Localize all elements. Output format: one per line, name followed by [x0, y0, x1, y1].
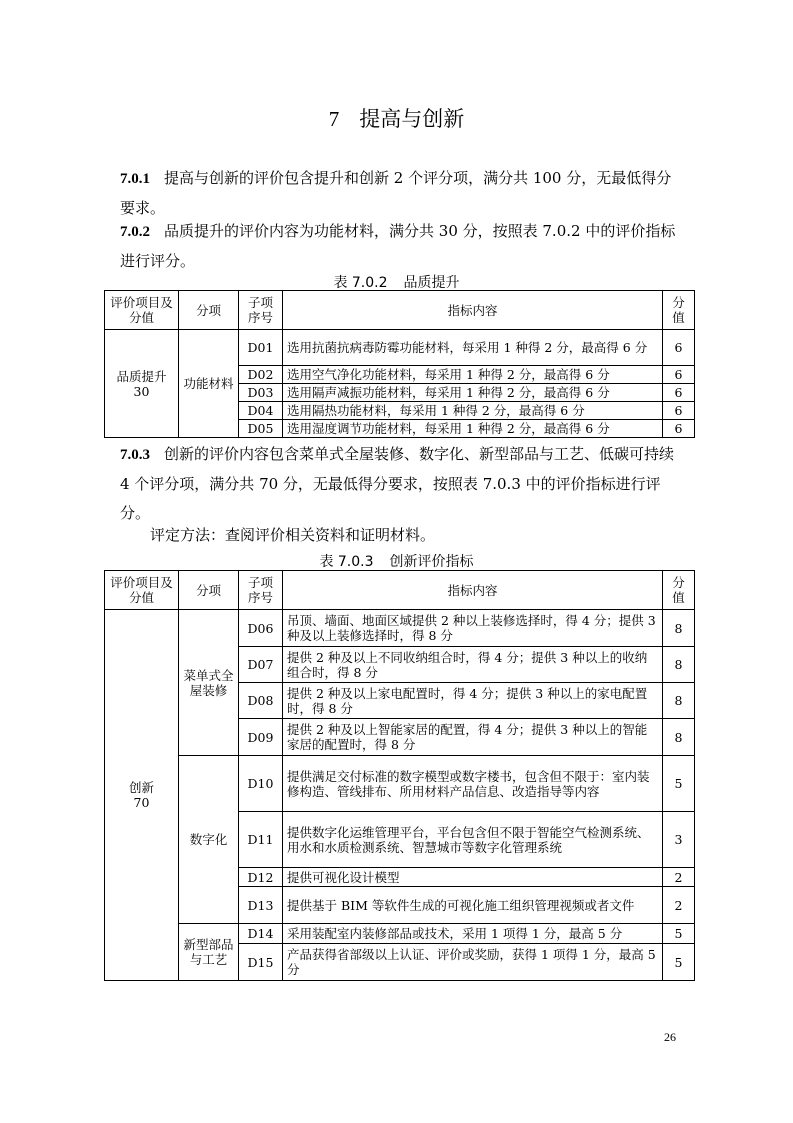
- clause-text: 品质提升的评价内容为功能材料，满分共 30 分，按照表 7.0.2 中的评价指标进行评分。: [120, 222, 676, 270]
- header-item: 评价项目及分值: [105, 571, 179, 610]
- clause-text: 创新的评价内容包含菜单式全屋装修、数字化、新型部品与工艺、低碳可持续 4 个评分项，满分共 70 分，无最低得分要求，按照表 7.0.3 中的评价指标进行评分。: [120, 445, 675, 522]
- row-score: 6: [663, 384, 695, 402]
- row-content: 提供 2 种及以上智能家居的配置，得 4 分；提供 3 种以上的智能家居的配置时，得 8 分: [283, 719, 663, 756]
- row-content: 吊顶、墙面、地面区域提供 2 种以上装修选择时，得 4 分；提供 3 种及以上装修选择时，得 8 分: [283, 610, 663, 647]
- row-code: D08: [239, 683, 283, 719]
- row-content: 提供可视化设计模型: [283, 868, 663, 887]
- table-header-row: [105, 571, 695, 610]
- table-row: [105, 756, 695, 812]
- table-header-row: [105, 291, 695, 330]
- group-score: 30: [133, 383, 150, 399]
- caption-number: 表 7.0.2: [333, 275, 388, 291]
- row-content: 提供 2 种及以上家电配置时，得 4 分；提供 3 种以上的家电配置时，得 8 分: [283, 683, 663, 719]
- chapter-title-text: 提高与创新: [359, 107, 465, 131]
- row-score: 3: [663, 812, 695, 868]
- row-content: 选用湿度调节功能材料，每采用 1 种得 2 分，最高得 6 分: [283, 420, 663, 438]
- header-score: 分值: [663, 291, 695, 330]
- table-7-0-3-caption: [0, 551, 793, 571]
- group-cell: [105, 330, 179, 438]
- clause-7-0-1: [120, 164, 685, 223]
- row-score: 8: [663, 610, 695, 647]
- caption-title: 创新评价指标: [389, 554, 474, 570]
- row-score: 5: [663, 944, 695, 981]
- row-score: 6: [663, 366, 695, 384]
- clause-text: 提高与创新的评价包含提升和创新 2 个评分项，满分共 100 分，无最低得分要求。: [120, 169, 672, 217]
- row-code: D05: [239, 420, 283, 438]
- clause-7-0-3: [120, 440, 685, 528]
- header-subitem: 分项: [179, 291, 239, 330]
- row-code: D10: [239, 756, 283, 812]
- subgroup-cell: 数字化: [179, 756, 239, 924]
- row-code: D09: [239, 719, 283, 756]
- row-content: 选用空气净化功能材料，每采用 1 种得 2 分，最高得 6 分: [283, 366, 663, 384]
- row-score: 5: [663, 924, 695, 944]
- caption-title: 品质提升: [403, 275, 460, 291]
- row-content: 提供基于 BIM 等软件生成的可视化施工组织管理视频或者文件: [283, 887, 663, 924]
- header-score: 分值: [663, 571, 695, 610]
- row-content: 提供数字化运维管理平台，平台包含但不限于智能空气检测系统、用水和水质检测系统、智慧城市等数字化管理系统: [283, 812, 663, 868]
- row-score: 2: [663, 868, 695, 887]
- table-7-0-3: [104, 570, 695, 981]
- row-score: 6: [663, 330, 695, 366]
- caption-number: 表 7.0.3: [319, 554, 374, 570]
- row-score: 8: [663, 683, 695, 719]
- row-content: 选用抗菌抗病毒防霉功能材料，每采用 1 种得 2 分，最高得 6 分: [283, 330, 663, 366]
- row-code: D15: [239, 944, 283, 981]
- group-cell: [105, 610, 179, 981]
- row-code: D04: [239, 402, 283, 420]
- row-code: D13: [239, 887, 283, 924]
- row-content: 提供满足交付标准的数字模型或数字楼书，包含但不限于：室内装修构造、管线排布、所用材料产品信息、改造指导等内容: [283, 756, 663, 812]
- row-code: D14: [239, 924, 283, 944]
- group-name: 创新: [128, 780, 154, 795]
- row-content: 产品获得省部级以上认证、评价或奖励，获得 1 项得 1 分，最高 5 分: [283, 944, 663, 981]
- header-code: 子项序号: [239, 571, 283, 610]
- row-code: D11: [239, 812, 283, 868]
- table-7-0-2-caption: [0, 272, 793, 292]
- header-subitem: 分项: [179, 571, 239, 610]
- row-code: D03: [239, 384, 283, 402]
- table-row: [105, 330, 695, 366]
- header-content: 指标内容: [283, 291, 663, 330]
- page-number: 26: [664, 1030, 676, 1044]
- table-row: [105, 610, 695, 647]
- clause-number: 7.0.2: [120, 224, 150, 240]
- row-code: D12: [239, 868, 283, 887]
- group-name: 品质提升: [116, 368, 167, 384]
- header-content: 指标内容: [283, 571, 663, 610]
- subgroup-cell: 菜单式全屋装修: [179, 610, 239, 756]
- clause-number: 7.0.3: [120, 447, 150, 463]
- clause-7-0-2: [120, 217, 685, 276]
- header-code: 子项序号: [239, 291, 283, 330]
- row-content: 提供 2 种及以上不同收纳组合时，得 4 分；提供 3 种以上的收纳组合时，得 8 分: [283, 647, 663, 683]
- row-code: D07: [239, 647, 283, 683]
- table-row: [105, 924, 695, 944]
- row-content: 选用隔热功能材料，每采用 1 种得 2 分，最高得 6 分: [283, 402, 663, 420]
- clause-number: 7.0.1: [120, 171, 150, 187]
- table-7-0-2: [104, 290, 695, 438]
- header-item: 评价项目及分值: [105, 291, 179, 330]
- chapter-number: 7: [328, 107, 340, 131]
- evaluation-method: 评定方法：查阅评价相关资料和证明材料。: [150, 526, 436, 544]
- row-code: D02: [239, 366, 283, 384]
- row-score: 8: [663, 647, 695, 683]
- subgroup-cell: 新型部品与工艺: [179, 924, 239, 981]
- row-content: 选用隔声减振功能材料，每采用 1 种得 2 分，最高得 6 分: [283, 384, 663, 402]
- row-score: 5: [663, 756, 695, 812]
- row-score: 6: [663, 420, 695, 438]
- group-score: 70: [133, 795, 150, 810]
- row-code: D06: [239, 610, 283, 647]
- row-score: 2: [663, 887, 695, 924]
- row-score: 6: [663, 402, 695, 420]
- row-content: 采用装配室内装修部品或技术，采用 1 项得 1 分，最高 5 分: [283, 924, 663, 944]
- row-code: D01: [239, 330, 283, 366]
- subgroup-cell: 功能材料: [179, 330, 239, 438]
- chapter-title: [0, 103, 793, 133]
- row-score: 8: [663, 719, 695, 756]
